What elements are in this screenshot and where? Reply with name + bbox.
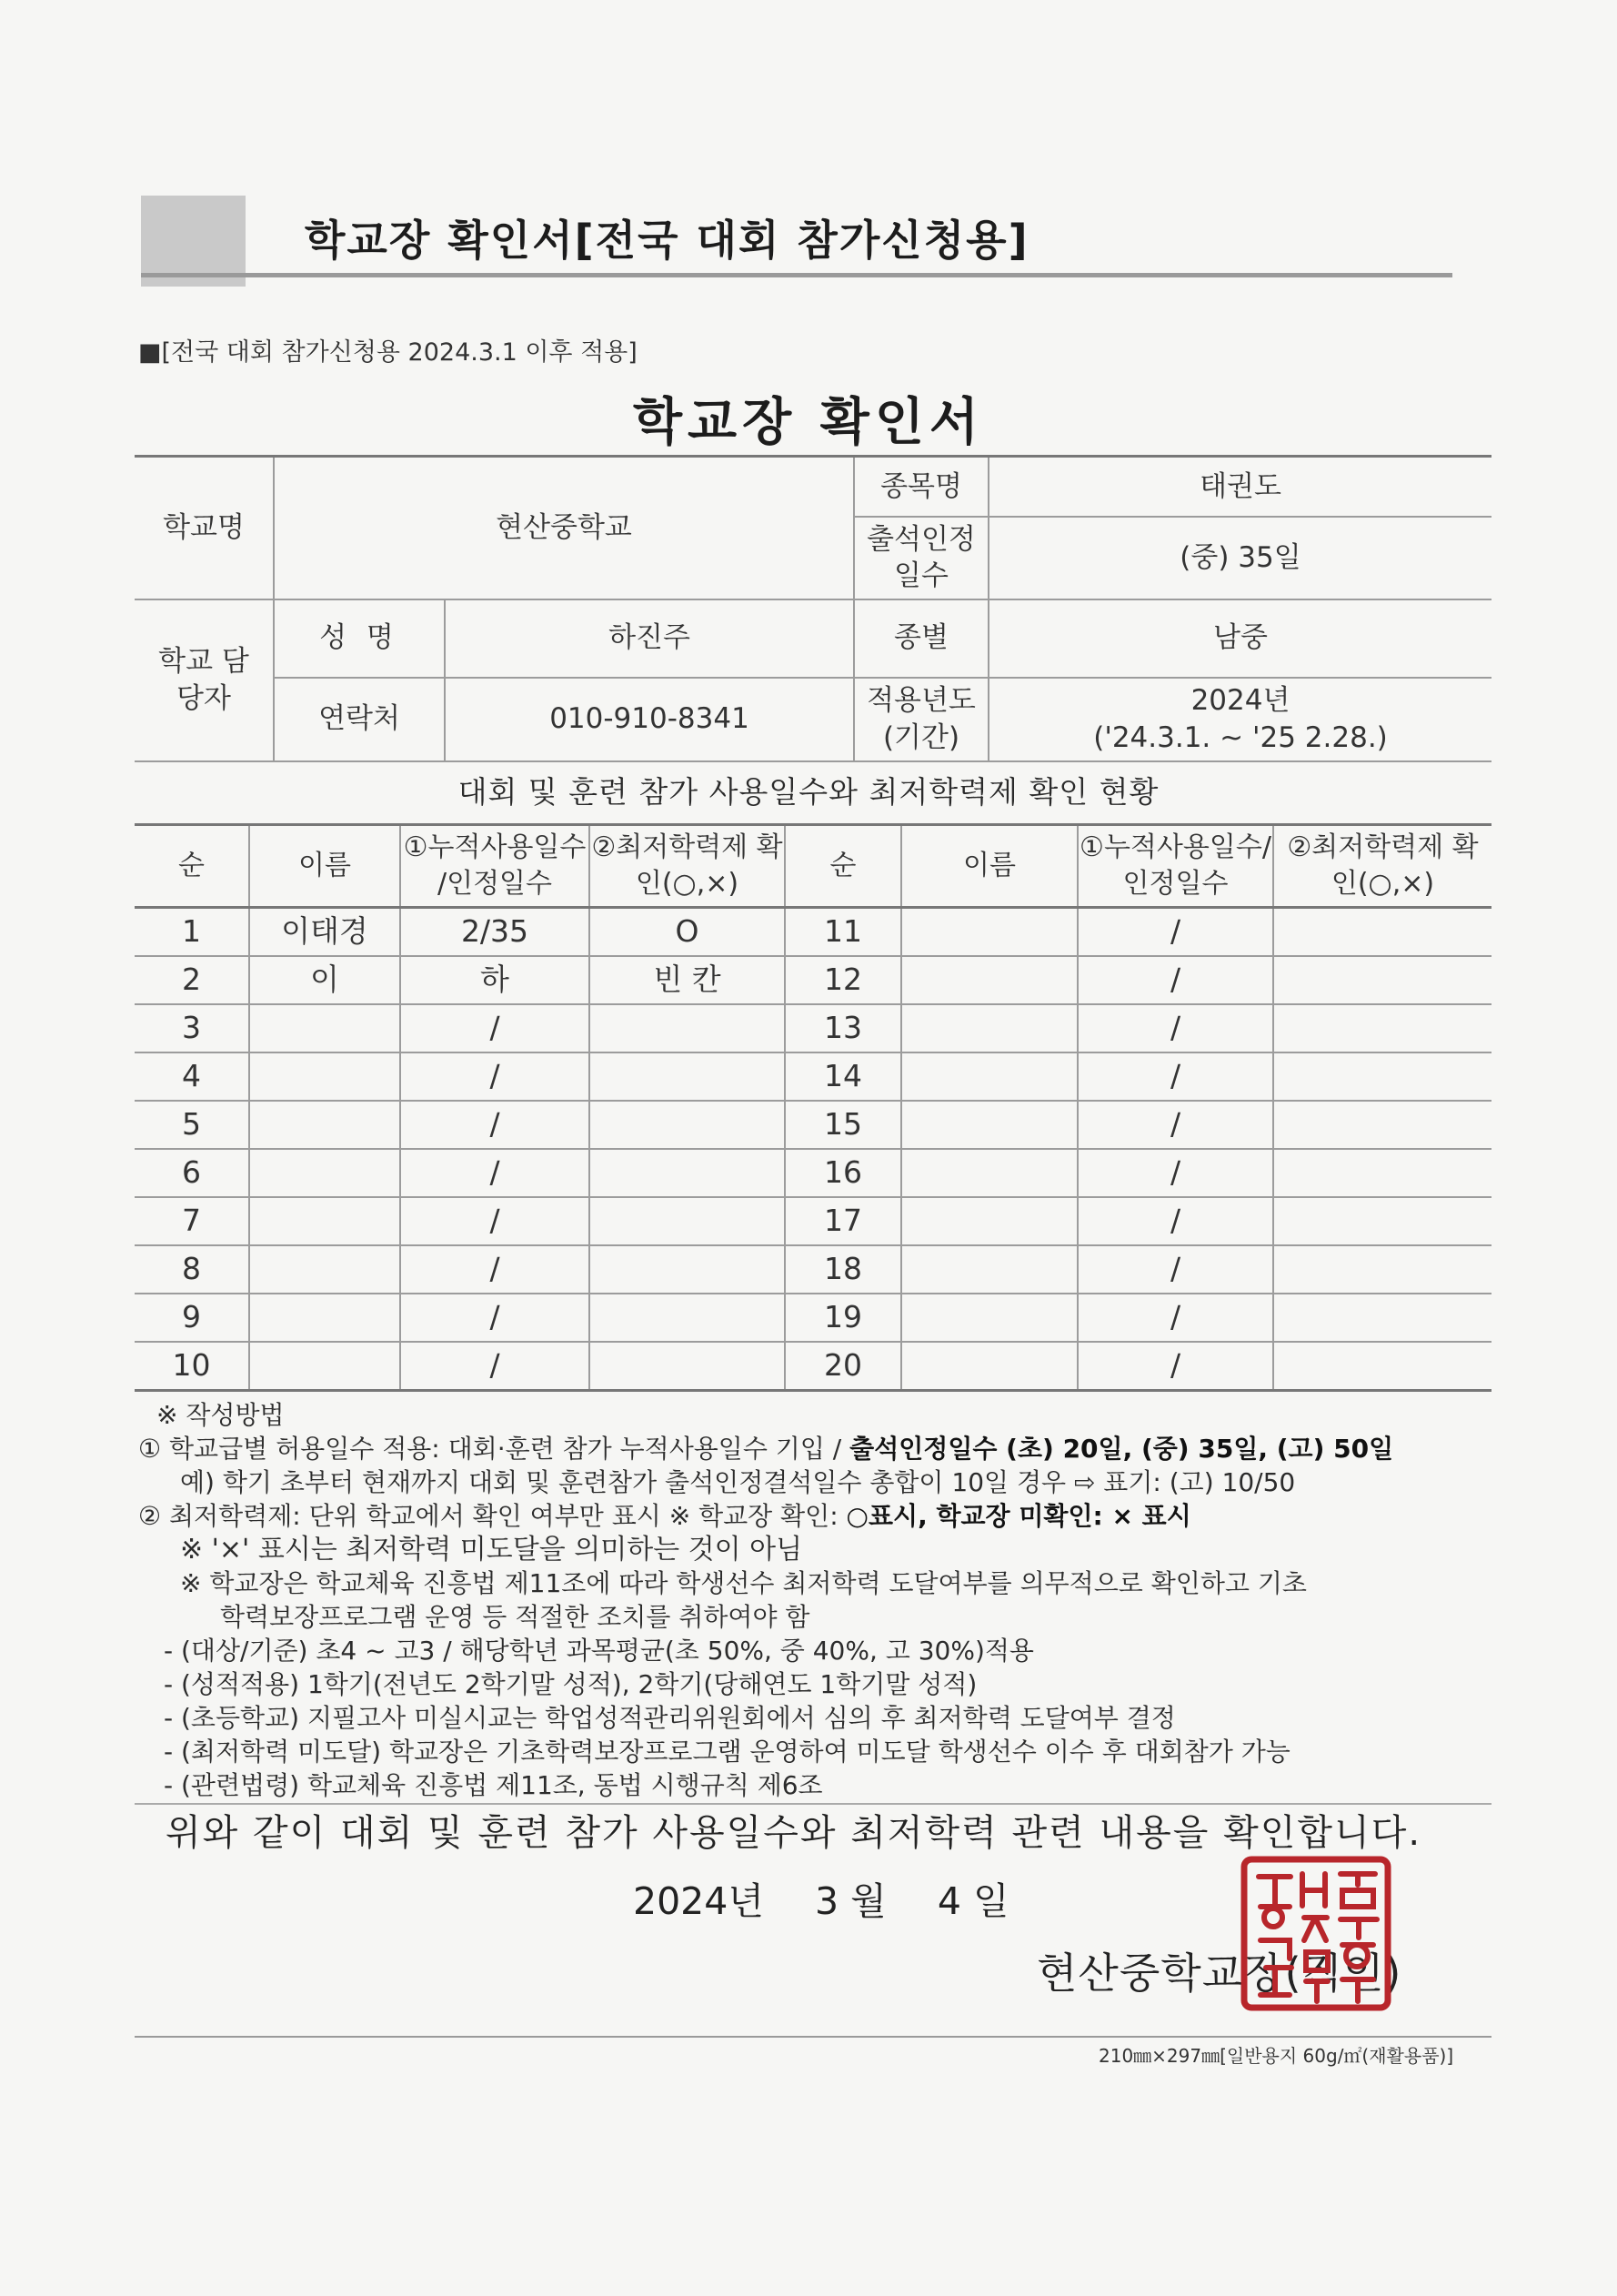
row-no: 1 [135,908,249,957]
row-check-2 [1273,956,1491,1004]
note-2-bold: ○표시, 학교장 미확인: × 표시 [846,1501,1191,1531]
row-days-2: / [1078,1294,1273,1342]
row-days: / [400,1245,589,1294]
row-name [249,1004,400,1052]
row-days: / [400,1101,589,1149]
row-name [249,1052,400,1101]
col-header-check: ②최저학력제 확인(○,×) [589,825,785,908]
row-days: 2/35 [400,908,589,957]
row-name-2 [901,908,1078,957]
row-check [589,1004,785,1052]
row-name-2 [901,1101,1078,1149]
apply-year-cell [989,678,1491,761]
confirmation-statement: 위와 같이 대회 및 훈련 참가 사용일수와 최저학력 관련 내용을 확인합니다. [166,1812,1422,1854]
school-name-label: 학교명 [135,457,274,599]
row-days: / [400,1052,589,1101]
table-row [135,956,1491,1004]
col-header-no-2: 순 [785,825,901,908]
row-no: 10 [135,1342,249,1391]
note-2-text: ② 최저학력제: 단위 학교에서 확인 여부만 표시 ※ 학교장 확인: [138,1501,847,1531]
row-check-2 [1273,1294,1491,1342]
row-check-2 [1273,1004,1491,1052]
notes-heading: ※ 작성방법 [156,1400,285,1430]
row-days-2: / [1078,1149,1273,1197]
apply-year-value: 2024년 [1190,684,1291,718]
row-no-2: 18 [785,1245,901,1294]
row-name-2 [901,1052,1078,1101]
row-check [589,1052,785,1101]
detail-2: - (성적적용) 1학기(전년도 2학기말 성적), 2학기(당해연도 1학기말 성적) [164,1669,978,1699]
row-no: 5 [135,1101,249,1149]
row-no: 9 [135,1294,249,1342]
row-check-2 [1273,1342,1491,1391]
row-check [589,1149,785,1197]
header-title: 학교장 확인서[전국 대회 참가신청용] [305,216,1029,265]
row-name-2 [901,1245,1078,1294]
table-row [135,908,1491,957]
student-status-table [135,823,1491,1392]
row-days-2: / [1078,1101,1273,1149]
detail-3: - (초등학교) 지필고사 미실시교는 학업성적관리위원회에서 심의 후 최저학력 도달여부 결정 [164,1703,1176,1733]
row-no-2: 16 [785,1149,901,1197]
contact-label: 연락처 [274,678,445,761]
col-header-name-2: 이름 [901,825,1078,908]
row-no-2: 12 [785,956,901,1004]
row-no-2: 14 [785,1052,901,1101]
table-row [135,1149,1491,1197]
table-row [135,1052,1491,1101]
paper-spec-footer: 210㎜×297㎜[일반용지 60g/㎡(재활용품)] [1099,2045,1454,2067]
row-no: 8 [135,1245,249,1294]
manager-name-label: 성 명 [274,599,445,678]
applicability-note: ■[전국 대회 참가신청용 2024.3.1 이후 적용] [138,338,638,367]
detail-4: - (최저학력 미도달) 학교장은 기초학력보장프로그램 운영하여 미도달 학생선수 이수 후 대회참가 가능 [164,1737,1291,1767]
row-check-2 [1273,1149,1491,1197]
row-name-2 [901,1294,1078,1342]
row-check [589,1294,785,1342]
row-name [249,1149,400,1197]
row-name-2 [901,1197,1078,1245]
row-check [589,1245,785,1294]
row-days-2: / [1078,1342,1273,1391]
note-4: ※ 학교장은 학교체육 진흥법 제11조에 따라 학생선수 최저학력 도달여부를 의무적으로 확인하고 기초 [180,1568,1307,1598]
row-check-2 [1273,1101,1491,1149]
row-name-2 [901,1342,1078,1391]
note-1-example: 예) 학기 초부터 현재까지 대회 및 훈련참가 출석인정결석일수 총합이 10일 경우 ⇨ 표기: (고) 10/50 [180,1467,1296,1497]
date-month: 3 월 [815,1879,887,1923]
row-days-2: / [1078,956,1273,1004]
row-check: 빈 칸 [589,956,785,1004]
section-title: 대회 및 훈련 참가 사용일수와 최저학력제 확인 현황 [457,774,1160,810]
school-manager-label: 학교 담당자 [135,599,274,761]
row-name [249,1197,400,1245]
manager-name-value: 하진주 [445,599,854,678]
row-no: 3 [135,1004,249,1052]
category-value: 남중 [989,599,1491,678]
table-header-row [135,825,1491,908]
table-row [135,1197,1491,1245]
table-row [135,1004,1491,1052]
row-name-2 [901,1004,1078,1052]
row-days: / [400,1004,589,1052]
row-days: 하 [400,956,589,1004]
signatory: 현산중학교장(직인) [1037,1949,1402,1998]
row-no-2: 19 [785,1294,901,1342]
col-header-check-2: ②최저학력제 확인(○,×) [1273,825,1491,908]
note-1 [138,1432,1502,1465]
row-check [589,1197,785,1245]
note-1-bold: 출석인정일수 (초) 20일, (중) 35일, (고) 50일 [849,1434,1394,1464]
row-no: 2 [135,956,249,1004]
row-days: / [400,1342,589,1391]
page-title: 학교장 확인서 [632,393,985,452]
row-days-2: / [1078,908,1273,957]
note-1-text: ① 학교급별 허용일수 적용: 대회·훈련 참가 누적사용일수 기입 / [138,1434,850,1464]
category-label: 종별 [854,599,989,678]
row-no-2: 13 [785,1004,901,1052]
row-no: 7 [135,1197,249,1245]
row-days: / [400,1197,589,1245]
table-row [135,1101,1491,1149]
table-row [135,1342,1491,1391]
row-name: 이태경 [249,908,400,957]
sport-label: 종목명 [854,457,989,517]
attendance-days-label: 출석인정 일수 [854,517,989,599]
sport-value: 태권도 [989,457,1491,517]
school-info-table [135,455,1491,762]
row-name [249,1245,400,1294]
row-check-2 [1273,908,1491,957]
issue-date [633,1871,1009,1925]
row-name-2 [901,956,1078,1004]
row-check [589,1342,785,1391]
note-4-cont: 학력보장프로그램 운영 등 적절한 조치를 취하여야 함 [220,1602,810,1632]
row-days-2: / [1078,1052,1273,1101]
seal-glyphs [1259,1874,1377,2001]
row-days: / [400,1149,589,1197]
row-check-2 [1273,1197,1491,1245]
attendance-days-value: (중) 35일 [989,517,1491,599]
row-check: O [589,908,785,957]
row-name [249,1294,400,1342]
col-header-name: 이름 [249,825,400,908]
apply-period-value: ('24.3.1. ~ '25 2.28.) [1093,720,1388,754]
row-check-2 [1273,1052,1491,1101]
table-row [135,1294,1491,1342]
apply-year-label: 적용년도 (기간) [854,678,989,761]
row-days-2: / [1078,1197,1273,1245]
detail-5: - (관련법령) 학교체육 진흥법 제11조, 동법 시행규칙 제6조 [164,1770,823,1800]
col-header-days-2: ①누적사용일수/ 인정일수 [1078,825,1273,908]
row-no: 6 [135,1149,249,1197]
row-no-2: 15 [785,1101,901,1149]
footer-divider [135,2036,1491,2038]
row-days-2: / [1078,1245,1273,1294]
row-check [589,1101,785,1149]
row-days-2: / [1078,1004,1273,1052]
note-3: ※ '×' 표시는 최저학력 미도달을 의미하는 것이 아님 [180,1534,803,1566]
row-no: 4 [135,1052,249,1101]
school-name-value: 현산중학교 [274,457,854,599]
row-name [249,1101,400,1149]
table-row [135,1245,1491,1294]
col-header-days: ①누적사용일수 /인정일수 [400,825,589,908]
row-name: 이 [249,956,400,1004]
row-name [249,1342,400,1391]
row-no-2: 11 [785,908,901,957]
note-2 [138,1499,1502,1533]
row-no-2: 20 [785,1342,901,1391]
official-seal-stamp [1239,1854,1393,2013]
row-no-2: 17 [785,1197,901,1245]
writing-instructions [138,1398,1502,1802]
date-year: 2024년 [633,1879,764,1923]
col-header-no: 순 [135,825,249,908]
header-underline [141,273,1452,277]
row-days: / [400,1294,589,1342]
row-name-2 [901,1149,1078,1197]
detail-1: - (대상/기준) 초4 ~ 고3 / 해당학년 과목평균(초 50%, 중 40%, 고 30%)적용 [164,1636,1034,1666]
date-day: 4 일 [937,1879,1009,1923]
row-check-2 [1273,1245,1491,1294]
contact-value: 010-910-8341 [445,678,854,761]
